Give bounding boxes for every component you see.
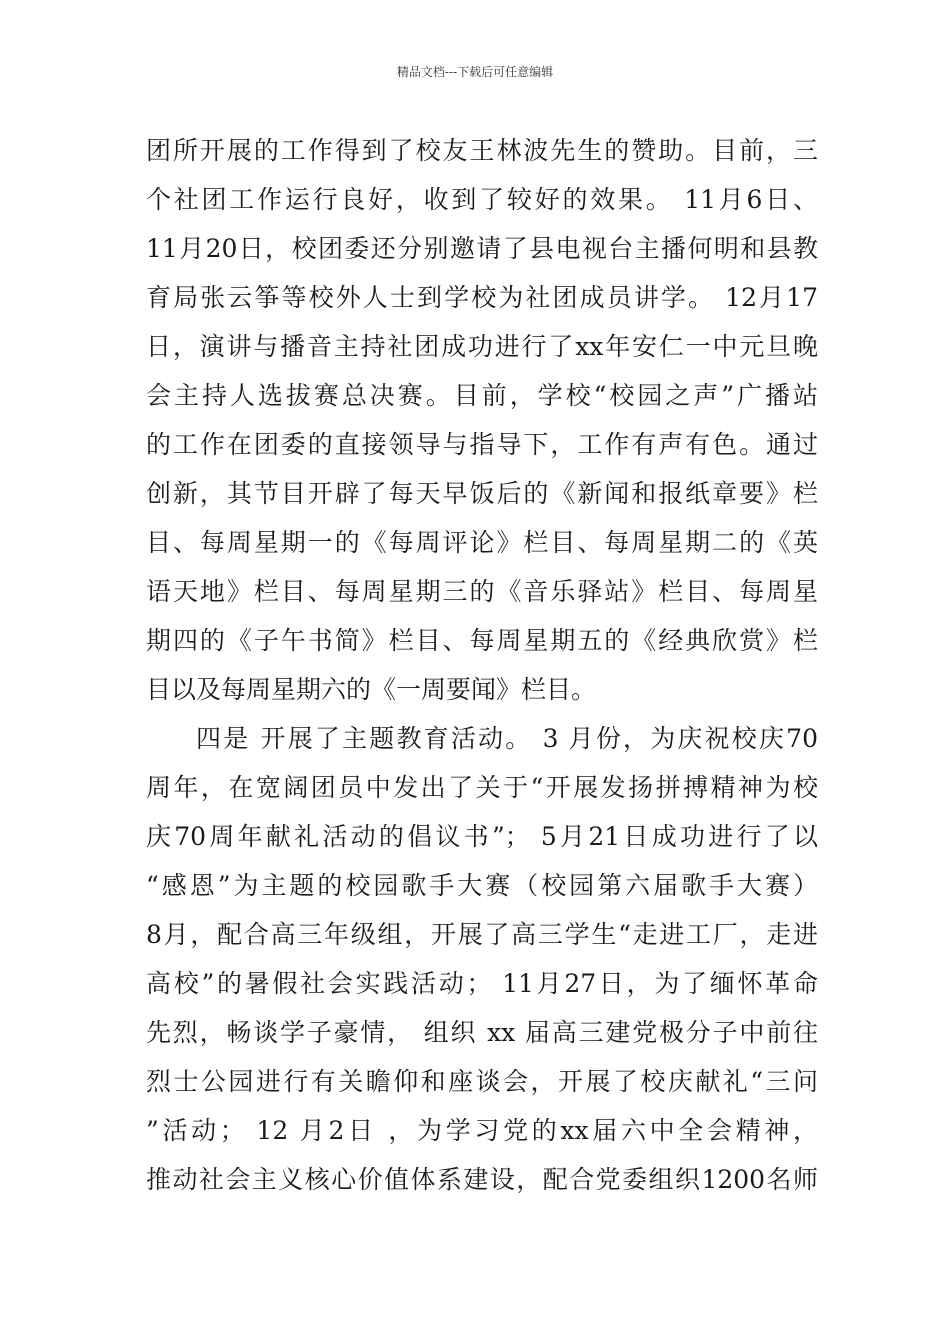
text-line: 会主持人选拔赛总决赛。目前，学校“校园之声”广播站 (146, 381, 818, 410)
text-line: 创新，其节目开辟了每天早饭后的《新闻和报纸章要》栏 (146, 479, 818, 508)
text-line: 烈士公园进行有关瞻仰和座谈会，开展了校庆献礼“三问 (146, 1067, 818, 1096)
text-line: 庆70周年献礼活动的倡议书”； 5月21日成功进行了以 (146, 822, 818, 851)
text-line: 育局张云筝等校外人士到学校为社团成员讲学。 12月17 (146, 283, 818, 312)
text-line: 目以及每周星期六的《一周要闻》栏目。 (146, 675, 597, 704)
text-line: ”活动； 12 月2日 ，为学习党的xx届六中全会精神， (146, 1116, 818, 1145)
text-line: 语天地》栏目、每周星期三的《音乐驿站》栏目、每周星 (146, 577, 818, 606)
text-line: 目、每周星期一的《每周评论》栏目、每周星期二的《英 (146, 528, 818, 557)
text-line: “感恩”为主题的校园歌手大赛（校园第六届歌手大赛） (146, 871, 818, 900)
text-line: 团所开展的工作得到了校友王林波先生的赞助。目前，三 (146, 136, 818, 165)
text-line: 日，演讲与播音主持社团成功进行了xx年安仁一中元旦晚 (146, 332, 818, 361)
paragraph-first-line: 四是 开展了主题教育活动。 3 月份，为庆祝校庆70 (196, 724, 818, 753)
text-line: 周年，在宽阔团员中发出了关于“开展发扬拼搏精神为校 (146, 773, 818, 802)
text-line: 推动社会主义核心价值体系建设，配合党委组织1200名师 (146, 1165, 818, 1194)
page-header: 精品文档---下载后可任意编辑 (396, 65, 554, 79)
text-line: 11月20日，校团委还分别邀请了县电视台主播何明和县教 (146, 234, 818, 263)
document-body (146, 126, 818, 1204)
text-line: 的工作在团委的直接领导与指导下，工作有声有色。通过 (146, 430, 818, 459)
text-line: 高校”的暑假社会实践活动； 11月27日，为了缅怀革命 (146, 969, 818, 998)
text-line: 期四的《子午书简》栏目、每周星期五的《经典欣赏》栏 (146, 626, 818, 655)
text-line: 8月，配合高三年级组，开展了高三学生“走进工厂，走进 (146, 920, 818, 949)
text-line: 先烈，畅谈学子豪情， 组织 xx 届高三建党极分子中前往 (146, 1018, 818, 1047)
text-line: 个社团工作运行良好，收到了较好的效果。 11月6日、 (146, 185, 818, 214)
